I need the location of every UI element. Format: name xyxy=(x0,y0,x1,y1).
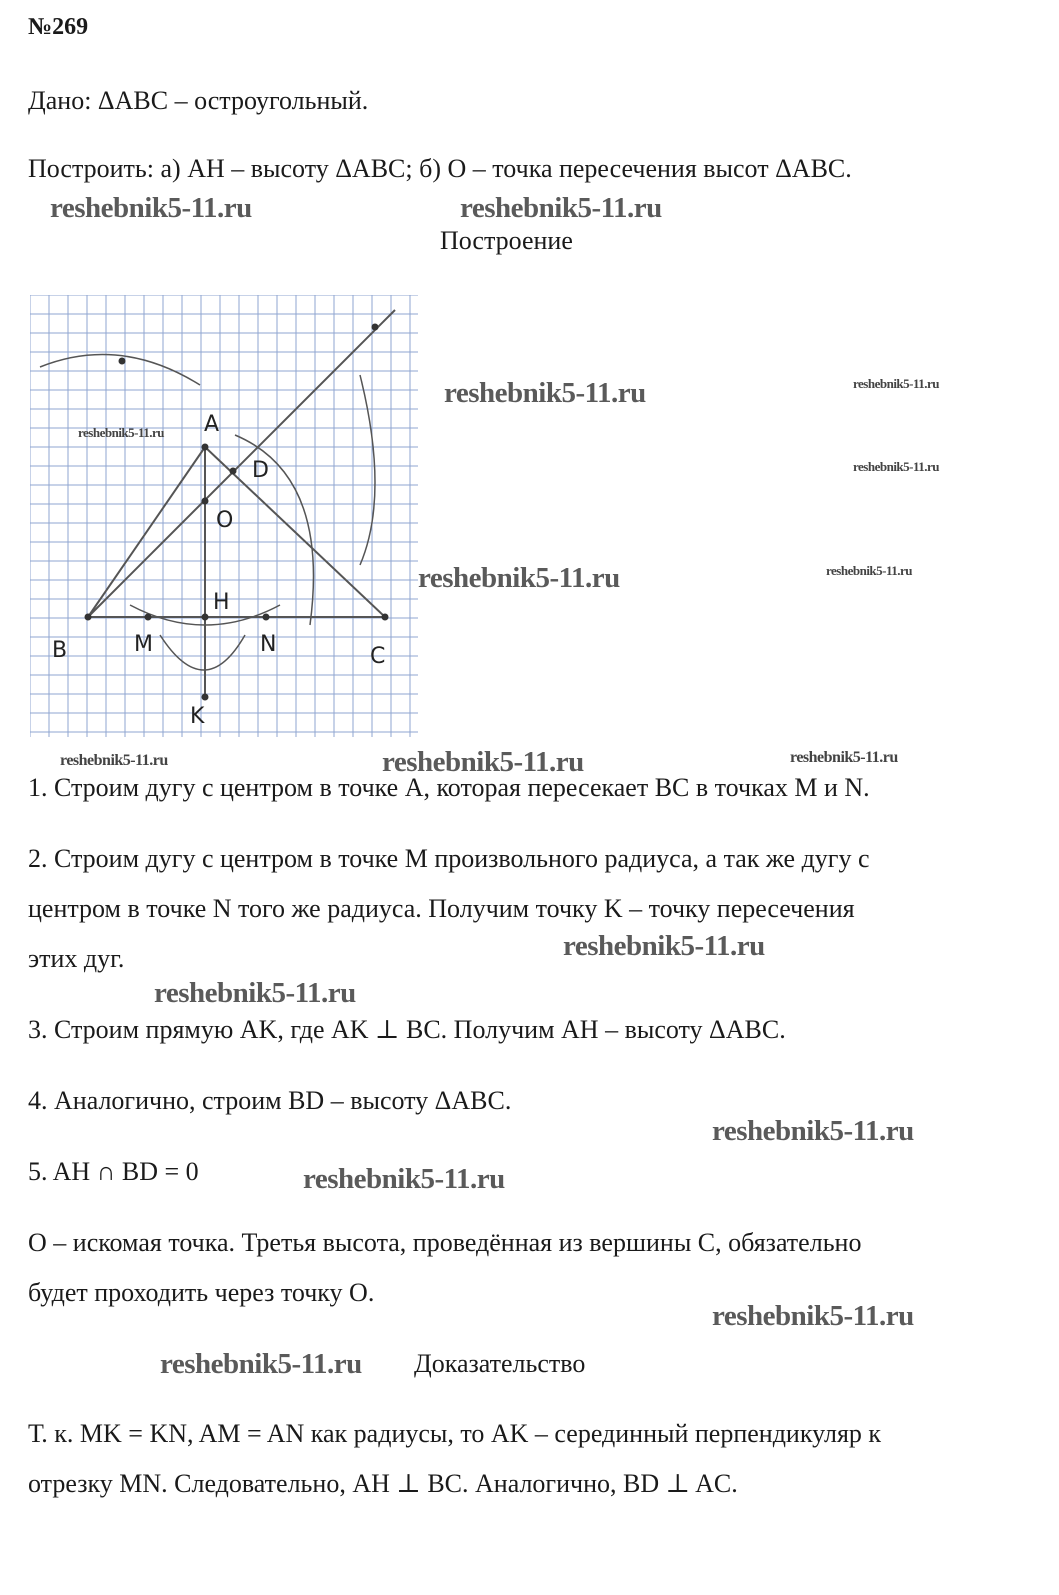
watermark: reshebnik5-11.ru xyxy=(154,977,356,1009)
watermark: reshebnik5-11.ru xyxy=(50,192,252,224)
watermark: reshebnik5-11.ru xyxy=(853,376,940,391)
label-c: C xyxy=(370,644,386,669)
label-k: K xyxy=(190,704,205,729)
arc-center-a xyxy=(235,435,313,625)
arc-center-b-2 xyxy=(360,375,375,565)
point-h xyxy=(202,614,209,621)
label-b: B xyxy=(52,638,68,663)
watermark: reshebnik5-11.ru xyxy=(563,930,765,962)
point-arc xyxy=(372,324,379,331)
watermark: reshebnik5-11.ru xyxy=(712,1300,914,1332)
problem-number: №269 xyxy=(28,14,89,40)
step-1: 1. Строим дугу с центром в точке A, которая пересекает BC в точках M и N. xyxy=(28,773,870,802)
point-a xyxy=(202,444,209,451)
altitude-bd-line xyxy=(88,310,395,617)
watermark: reshebnik5-11.ru xyxy=(160,1348,362,1380)
label-o: O xyxy=(216,508,234,533)
label-n: N xyxy=(260,632,277,657)
label-m: M xyxy=(134,632,153,657)
step-3: 3. Строим прямую AK, где AK ⊥ BC. Получим AH – высоту ΔABC. xyxy=(28,1015,786,1044)
arc-k xyxy=(160,635,245,670)
construction-figure xyxy=(30,295,418,737)
label-a: A xyxy=(204,412,220,437)
step-2-line-1: 2. Строим дугу с центром в точке M произвольного радиуса, а так же дугу с xyxy=(28,844,870,873)
section-construction-title: Построение xyxy=(440,226,573,255)
watermark: reshebnik5-11.ru xyxy=(60,752,168,769)
given-text: Дано: ΔABC – остроугольный. xyxy=(28,86,369,115)
watermark: reshebnik5-11.ru xyxy=(444,377,646,409)
point-m xyxy=(145,614,152,621)
point-b xyxy=(85,614,92,621)
watermark: reshebnik5-11.ru xyxy=(853,459,940,474)
proof-line-1: Т. к. MK = KN, AM = AN как радиусы, то AK – серединный перпендикуляр к xyxy=(28,1419,882,1448)
point-d xyxy=(230,468,237,475)
points xyxy=(85,324,389,701)
watermark: reshebnik5-11.ru xyxy=(790,749,898,766)
construct-task: Построить: а) AH – высоту ΔABC; б) O – точка пересечения высот ΔABC. xyxy=(28,154,852,183)
label-h: H xyxy=(213,590,230,615)
watermark: reshebnik5-11.ru xyxy=(382,746,584,778)
watermark: reshebnik5-11.ru xyxy=(712,1115,914,1147)
watermark: reshebnik5-11.ru xyxy=(418,562,620,594)
watermark: reshebnik5-11.ru xyxy=(303,1163,505,1195)
step-5: 5. AH ∩ BD = 0 xyxy=(28,1157,199,1186)
conclusion-line-2: будет проходить через точку O. xyxy=(28,1278,375,1307)
point-c xyxy=(382,614,389,621)
step-4: 4. Аналогично, строим BD – высоту ΔABC. xyxy=(28,1086,512,1115)
watermark: reshebnik5-11.ru xyxy=(460,192,662,224)
step-2-line-2: центром в точке N того же радиуса. Получим точку K – точку пересечения xyxy=(28,894,855,923)
step-2-line-3: этих дуг. xyxy=(28,944,125,973)
label-d: D xyxy=(252,458,269,483)
proof-line-2: отрезку MN. Следовательно, AH ⊥ BC. Аналогично, BD ⊥ AC. xyxy=(28,1469,738,1498)
section-proof-title: Доказательство xyxy=(414,1349,586,1378)
point-arc-2 xyxy=(119,358,126,365)
point-o xyxy=(202,498,209,505)
point-k xyxy=(202,694,209,701)
watermark: reshebnik5-11.ru xyxy=(78,425,165,440)
conclusion-line-1: O – искомая точка. Третья высота, проведённая из вершины C, обязательно xyxy=(28,1228,862,1257)
watermark: reshebnik5-11.ru xyxy=(826,563,913,578)
point-n xyxy=(263,614,270,621)
